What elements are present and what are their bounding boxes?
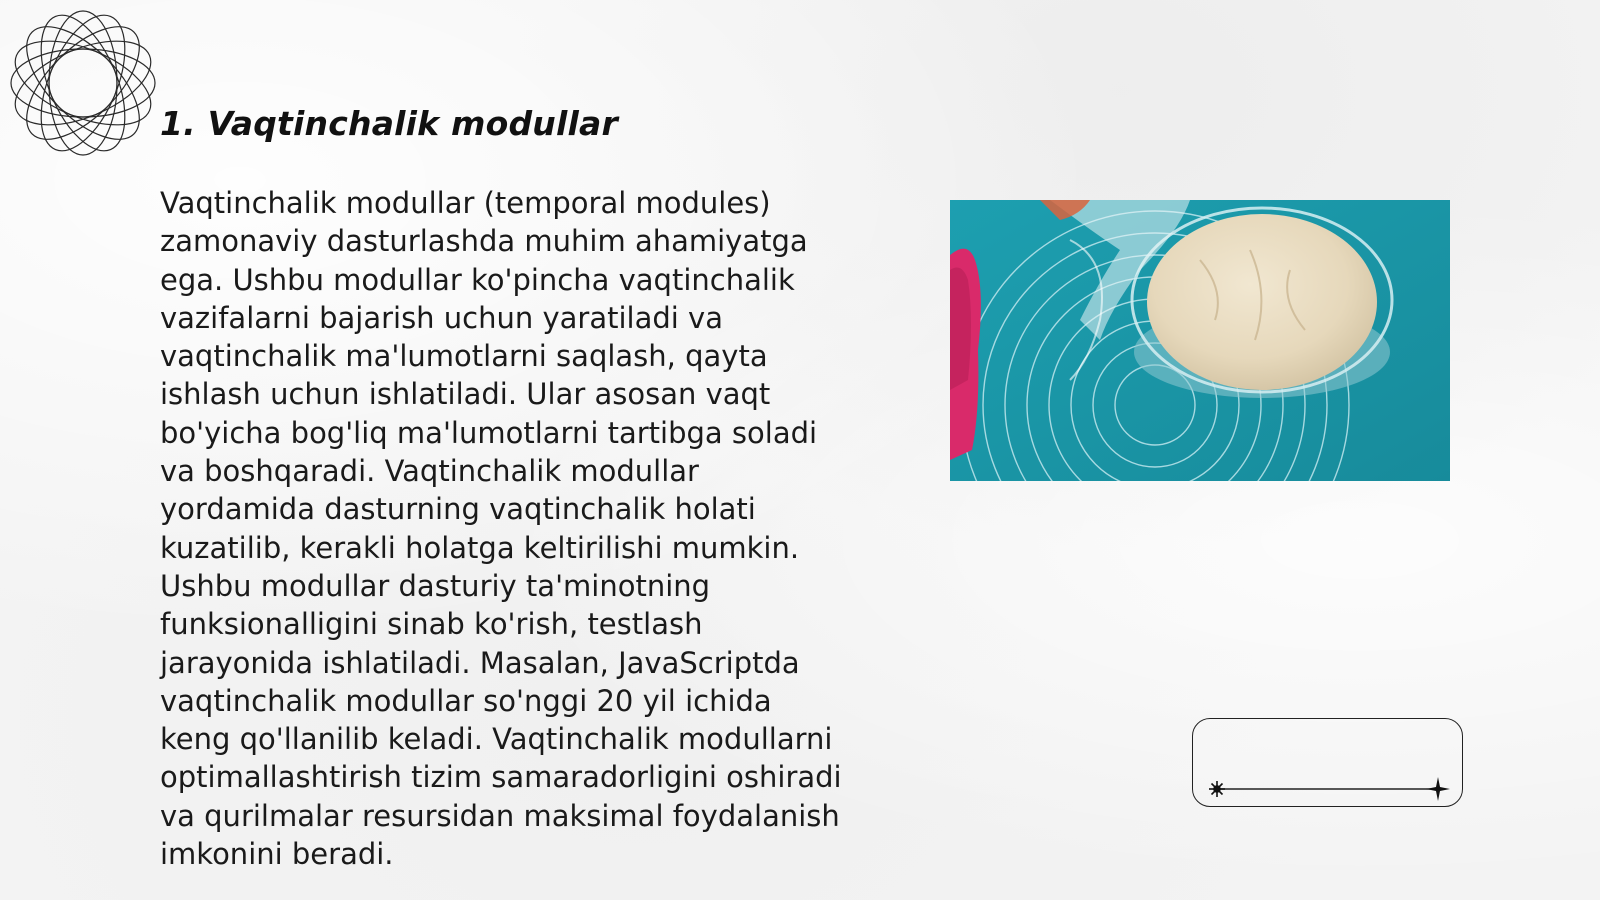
sparkle-cross-icon (1426, 777, 1450, 801)
starburst-icon (1209, 781, 1225, 797)
decorative-slider-box (1192, 718, 1463, 807)
body-paragraph: Vaqtinchalik modullar (temporal modules) zamonaviy dasturlashda muhim ahamiyatga ega. Ushbu modullar ko'pincha vaqtinchalik vazifalarni bajarish uchun yaratiladi va vaqtinchalik ma'lumotlarni saqlash, qayta ishlash uchun ishlatiladi. Ular asosan vaqt bo'yicha bog'liq ma'lumotlarni tartibga soladi va boshqaradi. Vaqtinchalik modullar yordamida dasturning vaqtinchalik holati kuzatilib, kerakli holatga keltirilishi mumkin. Ushbu modullar dasturiy ta'minotning funksionalligini sinab ko'rish, testlash jarayonida ishlatiladi. Masalan, JavaScriptda vaqtinchalik modullar so'nggi 20 yil ichida keng qo'llanilib keladi. Vaqtinchalik modullarni optimallashtirish tizim samaradorligini oshiradi va qurilmalar resursidan maksimal foydalanish imkonini beradi. (160, 186, 842, 872)
slide-title: 1. Vaqtinchalik modullar (160, 104, 618, 143)
dough-bowl-photo (950, 200, 1450, 481)
circular-rosette-ornament-icon (8, 8, 158, 158)
